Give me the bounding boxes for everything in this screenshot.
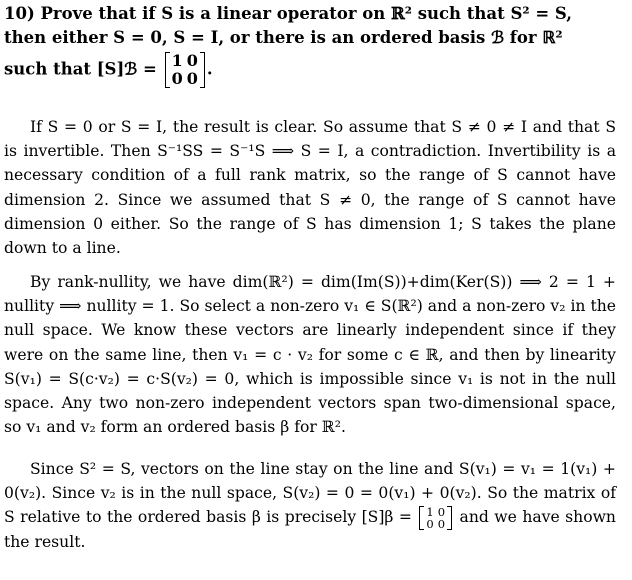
proof-paragraph-3-closing: and we have shown the result. — [4, 508, 616, 552]
problem-line-3 — [4, 52, 628, 88]
basis-matrix-cell: 0 — [437, 505, 446, 520]
proof-paragraph-2 — [4, 270, 616, 439]
problem-matrix-cell: 0 — [171, 69, 183, 88]
proof-paragraph-1 — [4, 115, 616, 260]
problem-matrix-cell: 0 — [186, 51, 198, 70]
proof-paragraph-3 — [4, 457, 616, 555]
problem-line-1: 10) Prove that if S is a linear operator on ℝ² such that S² = S, — [4, 4, 572, 23]
problem-matrix-cell: 0 — [186, 69, 198, 88]
basis-matrix-cell: 1 — [426, 505, 434, 520]
problem-line-3-period: . — [206, 59, 213, 79]
proof-paragraph-3-text: Since S² = S, vectors on the line stay on the line and S(v₁) = v₁ = 1(v₁) + 0(v₂). Since v₂ is in the null space, S(v₂) = 0 = 0(v₁) + 0(v₂). So the matrix of S relative to the ordered basis β is precisely [S]β = — [4, 460, 616, 527]
problem-statement — [4, 2, 628, 88]
problem-matrix-cell: 1 — [171, 51, 183, 70]
problem-line-2: then either S = 0, S = I, or there is an ordered basis ℬ for ℝ² — [4, 28, 563, 47]
basis-matrix-cell: 0 — [426, 517, 434, 532]
proof-paragraph-2-text: By rank-nullity, we have dim(ℝ²) = dim(Im(S))+dim(Ker(S)) ⟹ 2 = 1 + nullity ⟹ nullity = 1. So select a non-zero v₁ ∈ S(ℝ²) and a non-zero v₂ in the null space. We know these vectors are linearly independent since if they were on the same line, then v₁ = c · v₂ for some c ∈ ℝ, and then by linearity S(v₁) = S(c·v₂) = c·S(v₂) = 0, which is impossible since v₁ is not in the null space. Any two non-zero independent vectors span two-dimensional space, so v₁ and v₂ form an ordered basis β for ℝ². — [4, 273, 616, 437]
basis-matrix-cell: 0 — [437, 517, 446, 532]
problem-matrix — [165, 52, 205, 88]
basis-matrix — [419, 506, 452, 530]
problem-line-3-text: such that [S]ℬ = — [4, 59, 157, 79]
proof-paragraph-1-text: If S = 0 or S = I, the result is clear. So assume that S ≠ 0 ≠ I and that S is invertible. Then S⁻¹SS = S⁻¹S ⟹ S = I, a contradiction. Invertibility is a necessary condition of a full rank matrix, so the range of S cannot have dimension 2. Since we assumed that S ≠ 0, the range of S cannot have dimension 0 either. So the range of S has dimension 1; S takes the plane down to a line. — [4, 118, 616, 258]
